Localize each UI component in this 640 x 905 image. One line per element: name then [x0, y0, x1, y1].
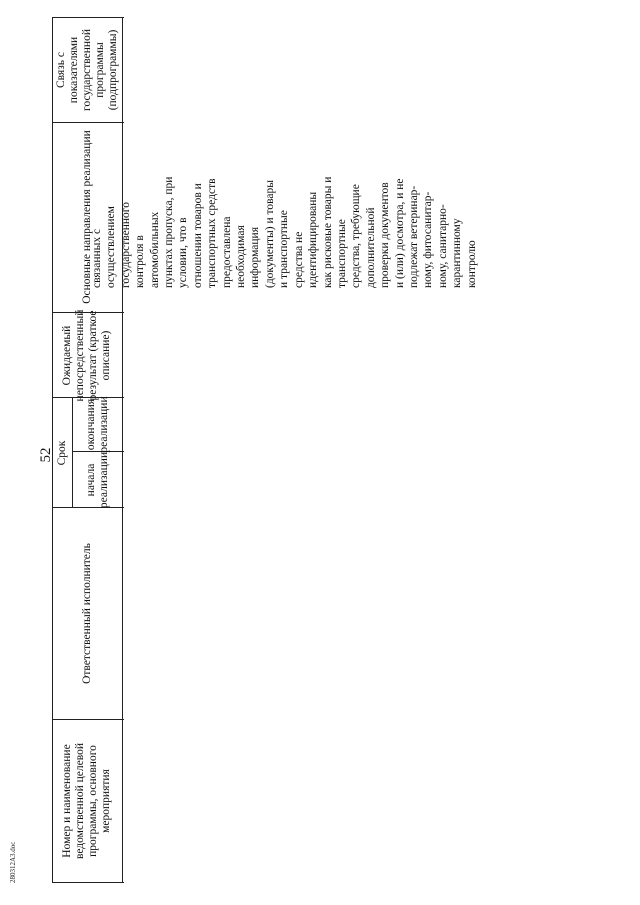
header-term: Срок [56, 440, 68, 466]
text-line: идентифицированы [307, 191, 320, 288]
col-divider-1 [52, 719, 124, 720]
text-line: государственного [119, 202, 132, 288]
text-line: автомобильных [148, 211, 161, 288]
text-line: транспортные [335, 219, 348, 288]
header-term-end: окончания реализации [85, 396, 110, 453]
text-line: и (или) досмотра, и не [393, 178, 406, 288]
table-left-border [52, 882, 124, 883]
text-line: информация [249, 227, 262, 288]
text-line: средства, требующие [350, 184, 363, 288]
text-line: дополнительной [364, 207, 377, 288]
header-main-directions: Основные направления реализации [80, 130, 93, 304]
header-expected-result: Ожидаемый непосредственный результат (краткое описание) [61, 309, 112, 402]
text-line: условии, что в [177, 217, 190, 288]
text-line: предоставлена [220, 216, 233, 288]
text-line: и транспортные [278, 210, 291, 288]
text-line: подлежат ветеринар- [407, 185, 420, 288]
text-line: ному, фитосанитар- [422, 191, 435, 288]
text-line: отношении товаров и [191, 183, 204, 288]
header-indicator-link: Связь с показателями государственной программы (подпрограммы) [54, 29, 119, 111]
table-top-border [52, 17, 53, 883]
table-right-border [52, 17, 124, 18]
text-line: ному, санитарно- [436, 204, 449, 288]
program-table [52, 17, 610, 883]
text-line: (документы) и товары [263, 180, 276, 288]
text-line: карантинному [451, 218, 464, 288]
header-program-name: Номер и наименование ведомственной целевой программы, основного мероприятия [61, 742, 112, 860]
header-bottom-border [122, 17, 123, 883]
text-line: средства не [292, 231, 305, 288]
col-divider-5 [52, 122, 124, 123]
directions-cell-text [90, 148, 479, 288]
text-line: контролю [465, 240, 478, 288]
header-responsible: Ответственный исполнитель [80, 543, 93, 684]
text-line: транспортных средств [206, 178, 219, 288]
text-line: пунктах пропуска, при [163, 176, 176, 288]
page-number: 52 [38, 447, 54, 463]
text-line: как рисковые товары и [321, 176, 334, 288]
text-line: контроля в [134, 235, 147, 288]
sub-header-divider [72, 398, 73, 508]
text-line: осуществлением [105, 206, 118, 288]
text-line: связанных с [91, 228, 103, 288]
text-line: необходимая [235, 225, 248, 288]
header-term-start: начала реализации [85, 451, 110, 509]
document-filename: 280312А3.doc [9, 841, 17, 883]
text-line: проверки документов [379, 182, 392, 288]
